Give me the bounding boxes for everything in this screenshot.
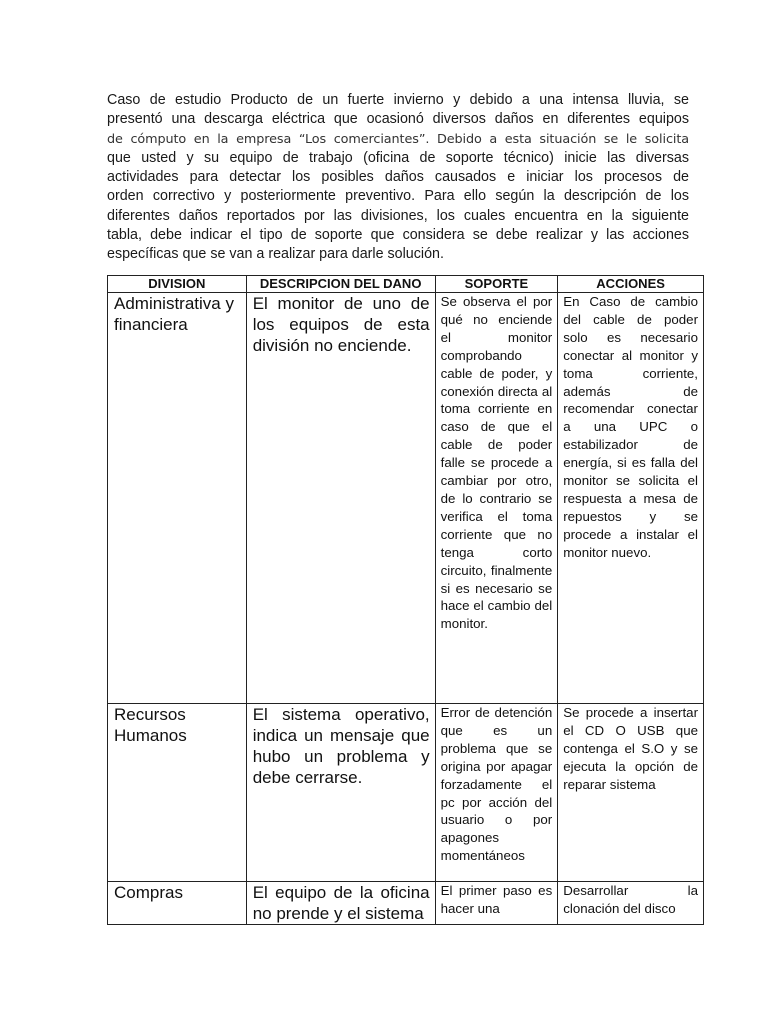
intro-line: que usted y su equipo de trabajo (oficina de soporte técnico) inicie las diversas — [107, 149, 689, 166]
cell-descripcion: El monitor de uno de los equipos de esta división no enciende. — [246, 293, 435, 704]
intro-line: presentó una descarga eléctrica que ocasionó diversos daños en diferentes equipos — [107, 111, 689, 128]
table-row — [108, 704, 704, 882]
header-division: DIVISION — [108, 276, 247, 293]
cell-acciones: Desarrollar la clonación del disco — [558, 882, 704, 925]
intro-line: actividades para detectar los posibles daños causados e iniciar los procesos de — [107, 169, 689, 186]
intro-line: específicas que se van a realizar para darle solución. — [107, 246, 444, 263]
cell-descripcion: El sistema operativo, indica un mensaje que hubo un problema y debe cerrarse. — [246, 704, 435, 882]
cell-soporte: Error de detención que es un problema que se origina por apagar forzadamente el pc por acción del usuario o por apagones momentáneos — [435, 704, 558, 882]
cell-division: Administrativa y financiera — [108, 293, 247, 704]
intro-line: Caso de estudio Producto de un fuerte invierno y debido a una intensa lluvia, se — [107, 92, 689, 108]
damage-table — [107, 275, 704, 925]
intro-paragraph — [107, 91, 689, 265]
header-descripcion: DESCRIPCION DEL DANO — [246, 276, 435, 293]
cell-soporte: Se observa el por qué no enciende el monitor comprobando cable de poder, y conexión directa al toma corriente en caso de que el cable de poder falle se procede a cambiar por otro, de lo contrario se verifica el toma corriente que no tenga corto circuito, finalmente si es necesario se hace el cambio del monitor. — [435, 293, 558, 704]
intro-line: tabla, debe indicar el tipo de soporte que considera se debe realizar y las acciones — [107, 227, 689, 244]
header-acciones: ACCIONES — [558, 276, 704, 293]
cell-descripcion: El equipo de la oficina no prende y el sistema — [246, 882, 435, 925]
cell-division: Recursos Humanos — [108, 704, 247, 882]
table-row — [108, 882, 704, 925]
header-soporte: SOPORTE — [435, 276, 558, 293]
table-row — [108, 293, 704, 704]
intro-line: diferentes daños reportados por las divisiones, los cuales encuentra en la siguiente — [107, 207, 689, 224]
intro-line: de cómputo en la empresa “Los comerciantes”. Debido a esta situación se le solicita — [107, 131, 689, 147]
cell-acciones: En Caso de cambio del cable de poder solo es necesario conectar al monitor y toma corriente, además de recomendar conectar a una UPC o estabilizador de energía, si es falla del monitor se solicita el respuesta a mesa de repuestos y se procede a instalar el monitor nuevo. — [558, 293, 704, 704]
table-header-row — [108, 276, 704, 293]
cell-division: Compras — [108, 882, 247, 925]
cell-soporte: El primer paso es hacer una — [435, 882, 558, 925]
intro-line: orden correctivo y posteriormente preventivo. Para ello según la descripción de los — [107, 188, 689, 205]
cell-acciones: Se procede a insertar el CD O USB que contenga el S.O y se ejecuta la opción de reparar sistema — [558, 704, 704, 882]
